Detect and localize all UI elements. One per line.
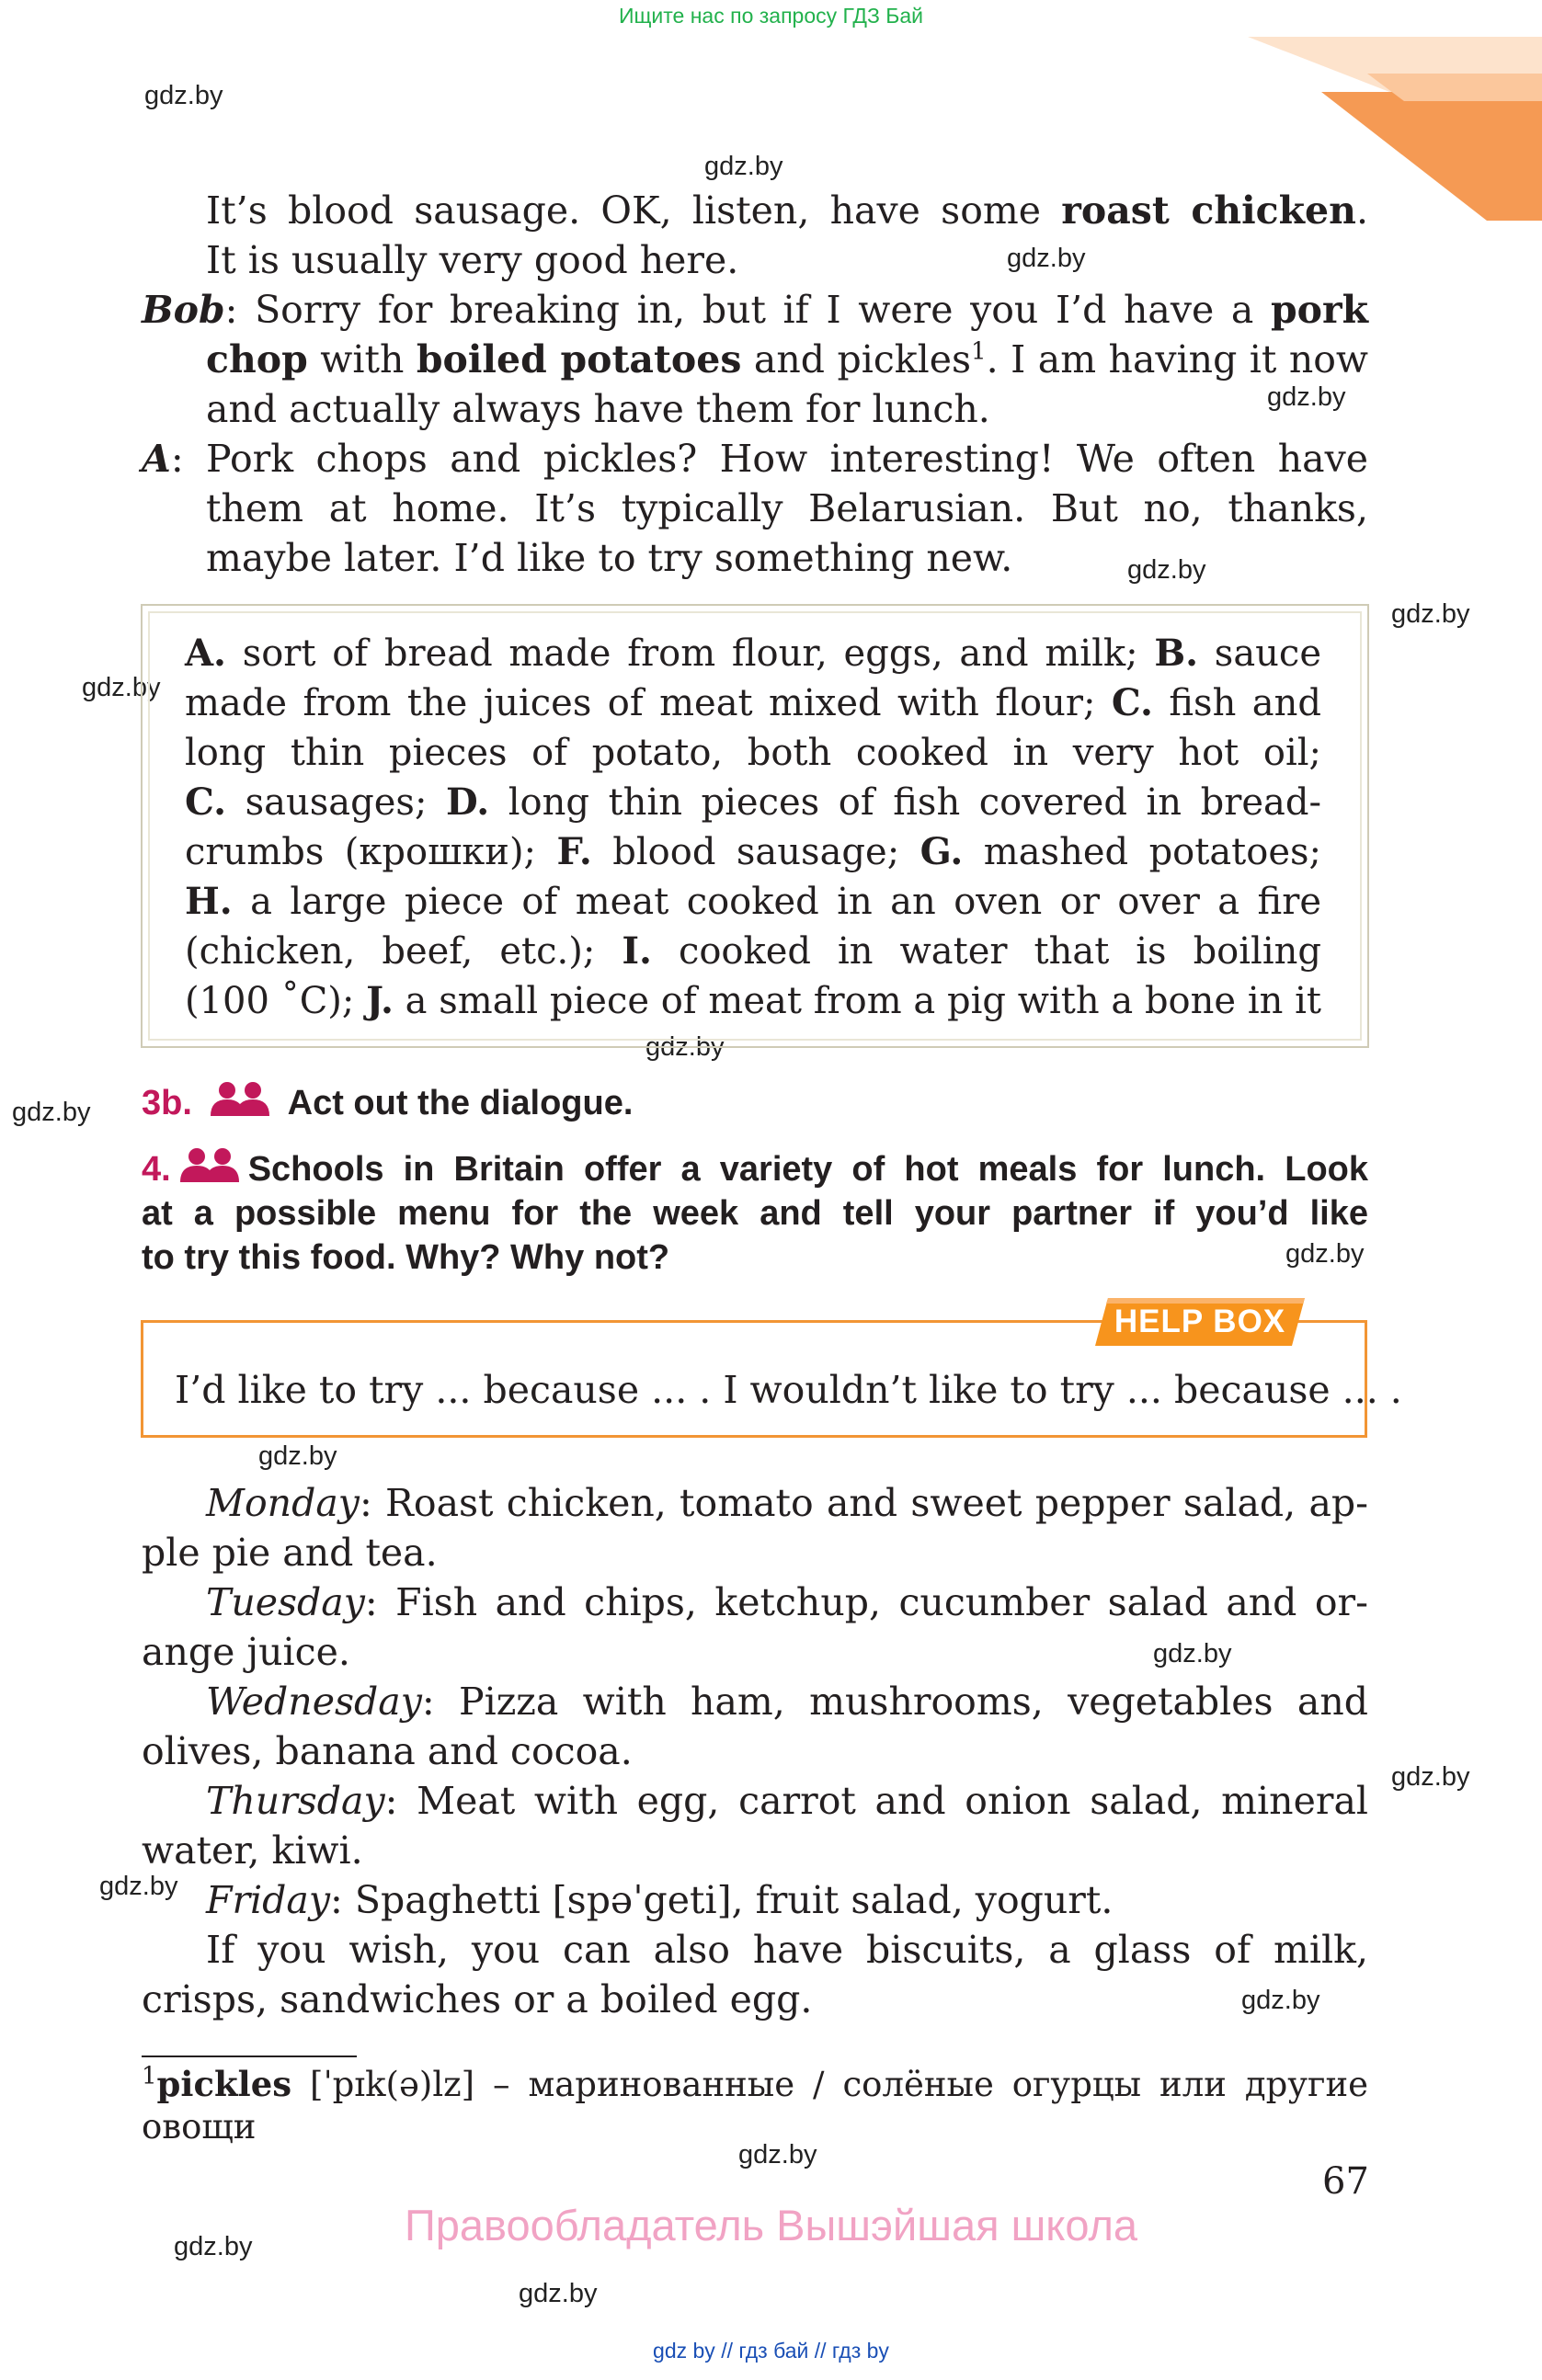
task-line: at a possible menu for the week and tell your partner if you’d like [142,1194,1368,1233]
dialogue-line: and actually always have them for lunch. [206,387,990,431]
bob-line [142,285,1368,434]
watermark: gdz.by [1391,1762,1470,1792]
footnote-rule [142,2055,357,2057]
watermark: gdz.by [704,152,783,181]
menu-line: Wednesday: Pizza with ham, mushrooms, vegetables and [206,1680,1368,1724]
definition-line: (100 ˚C); J. a small piece of meat from a pig with a bone in it [185,979,1321,1022]
a-line [142,434,1368,583]
menu-line: water, kiwi. [142,1828,363,1873]
definition-line: crumbs (крошки); F. blood sausage; G. mashed potatoes; [185,830,1322,873]
footnote-line: $^1$pickles [ˈpɪk(ə)lz] – маринованные / солёные огурцы или другие [142,2062,1368,2104]
watermark: gdz.by [1267,382,1346,412]
task-number: 4. [142,1150,171,1189]
menu-line: Tuesday: Fish and chips, ketchup, cucumber salad and or- [206,1580,1368,1624]
help-box-sentence: I’d like to try ... because ... . I wouldn’t like to try ... because ... . [175,1368,1402,1412]
watermark: gdz.by [1241,1986,1320,2015]
menu-line: crisps, sandwiches or a boiled egg. [142,1977,813,2021]
dialogue-line: It is usually very good here. [206,238,739,282]
bottom-site-links[interactable]: gdz by // гдз бай // гдз by [653,2339,889,2363]
watermark: gdz.by [1153,1639,1232,1668]
menu-line: Friday: Spaghetti [spəˈgeti], fruit salad, yogurt. [206,1878,1114,1922]
watermark: gdz.by [174,2232,253,2261]
dialogue-line: chop with boiled potatoes and pickles$^1$. I am having it now [206,337,1369,381]
dialogue-line: Bob: Sorry for breaking in, but if I were you I’d have a pork [142,288,1368,332]
definition-line: C. sausages; D. long thin pieces of fish covered in bread- [185,780,1321,824]
watermark: gdz.by [1127,555,1206,585]
help-box-title: HELP BOX [1114,1304,1286,1339]
watermark: gdz.by [144,81,223,110]
watermark: gdz.by [12,1098,91,1127]
task-instruction: Act out the dialogue. [287,1084,634,1122]
watermark: gdz.by [99,1872,178,1901]
weekly-menu [142,1478,1368,2024]
footnote [142,2063,1368,2148]
task-number: 3b. [142,1084,192,1122]
watermark: gdz.by [1285,1239,1365,1269]
watermark: gdz.by [1007,244,1086,273]
menu-line: olives, banana and cocoa. [142,1729,633,1773]
definitions-text [185,629,1321,1026]
definition-line: (chicken, beef, etc.); I. cooked in water that is boiling [185,929,1321,973]
site-banner: Ищите нас по запросу ГДЗ Бай [618,4,924,28]
definition-line: long thin pieces of potato, both cooked in very hot oil; [185,732,1321,774]
pair-work-icon [177,1147,243,1184]
pair-work-icon [207,1081,273,1118]
copyright-notice: Правообладатель Вышэйшая школа [404,2201,1138,2249]
menu-line: Monday: Roast chicken, tomato and sweet pepper salad, ap- [206,1481,1368,1525]
dialogue-line: A: Pork chops and pickles? How interesting! We often have [142,437,1368,481]
menu-line: ple pie and tea. [142,1531,438,1575]
task-4 [142,1147,1368,1280]
watermark: gdz.by [82,673,161,702]
watermark: gdz.by [645,1032,725,1062]
dialogue-line: maybe later. I’d like to try something new. [206,536,1013,580]
dialogue-text [142,186,1368,285]
menu-line: If you wish, you can also have biscuits, a glass of milk, [206,1928,1368,1972]
footnote-line: овощи [142,2107,257,2147]
watermark: gdz.by [738,2140,817,2169]
dialogue-line: them at home. It’s typically Belarusian. But no, thanks, [206,486,1368,530]
task-line: 4. Schools in Britain offer a variety of hot meals for lunch. Look [142,1147,1368,1191]
definition-line: made from the juices of meat mixed with flour; C. fish and [185,681,1321,724]
watermark: gdz.by [1391,599,1470,629]
menu-line: Thursday: Meat with egg, carrot and onion salad, mineral [206,1779,1368,1823]
definition-line: A. sort of bread made from flour, eggs, and milk; B. sauce [185,632,1322,675]
task-3b [142,1081,633,1125]
watermark: gdz.by [519,2279,598,2308]
task-line: to try this food. Why? Why not? [142,1238,670,1277]
page-number: 67 [1322,2160,1369,2203]
dialogue-line: It’s blood sausage. OK, listen, have some roast chicken. [206,188,1368,233]
watermark: gdz.by [258,1441,337,1471]
menu-line: ange juice. [142,1630,350,1674]
definition-line: H. a large piece of meat cooked in an oven or over a fire [185,880,1321,923]
